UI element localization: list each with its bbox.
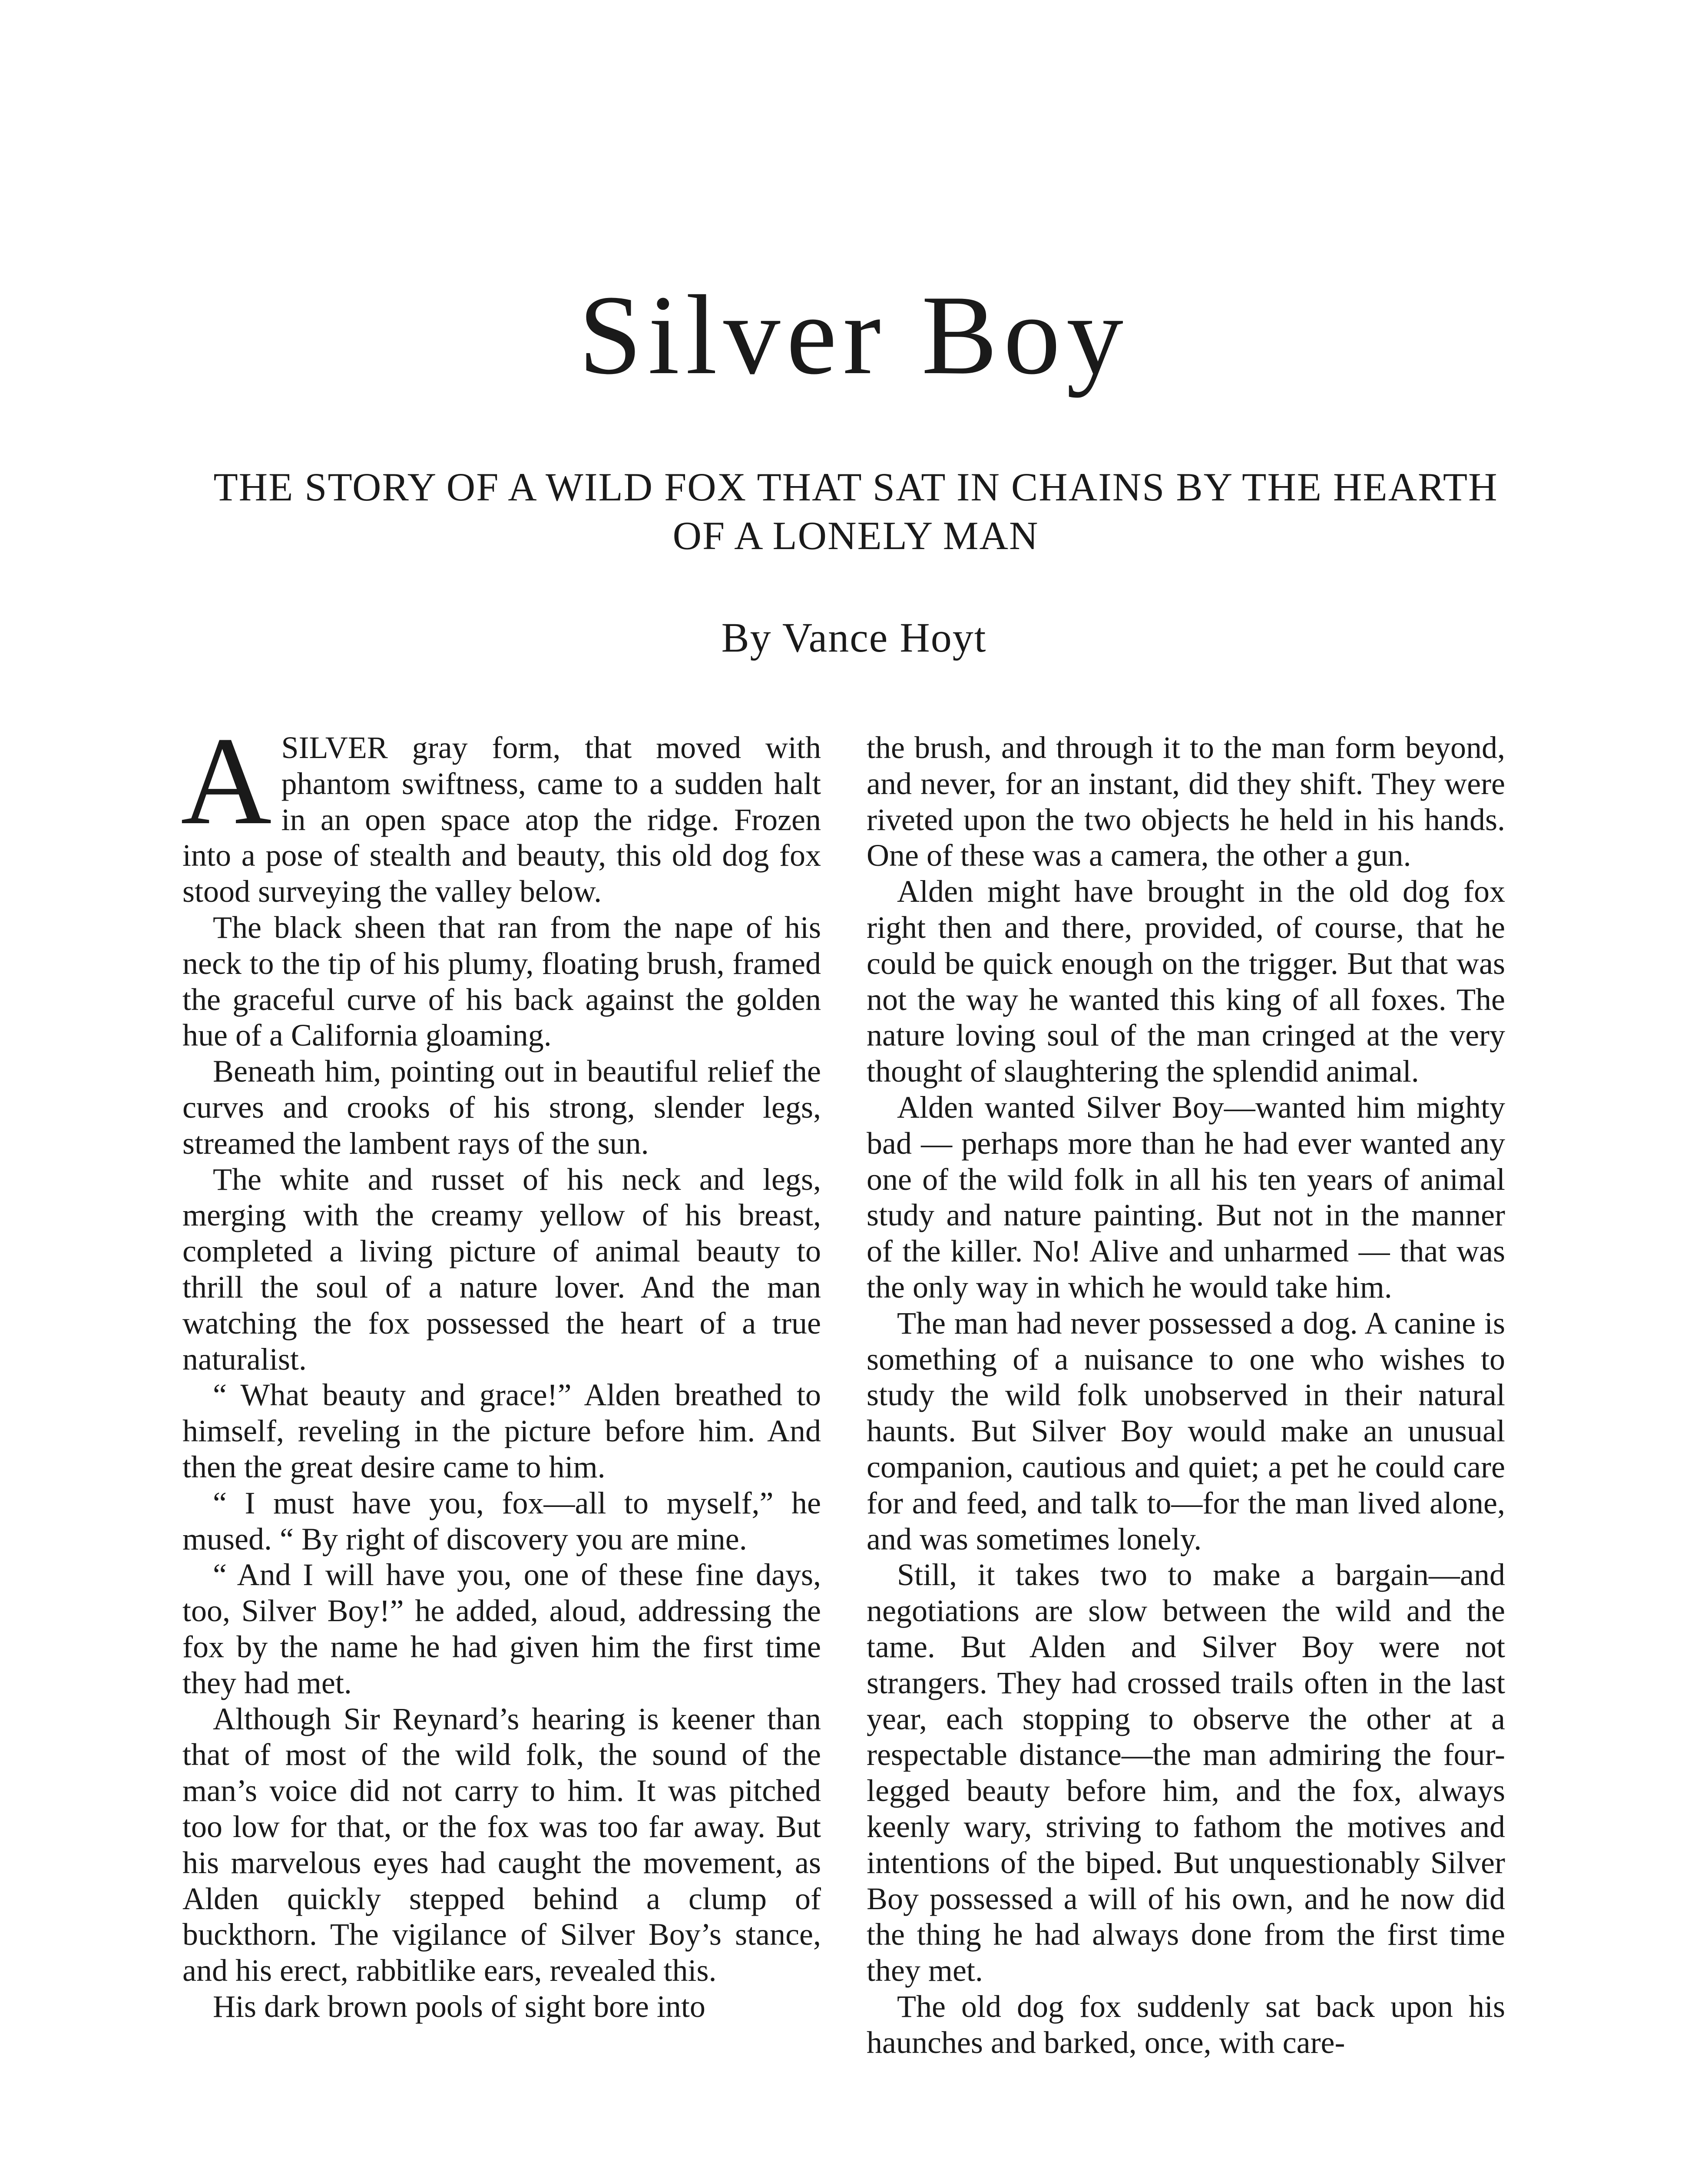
article-subtitle: THE STORY OF A WILD FOX THAT SAT IN CHAINS BY THE HEARTH OF A LONELY MAN <box>213 465 1498 558</box>
paragraph-8: Although Sir Reynard’s hearing is keener than that of most of the wild folk, the sound of the man’s voice did not carry to him. It was pitched too low for that, or the fox was too far away. But his marvelous eyes had caught the movement, as Alden quickly stepped behind a clump of buckthorn. The vigilance of Silver Boy’s stance, and his erect, rabbitlike ears, revealed this. <box>182 1701 821 1988</box>
paragraph-13: The man had never possessed a dog. A canine is something of a nuisance to one who wishes to study the wild folk unobserved in their natural haunts. But Silver Boy would make an unusual companion, cautious and quiet; a pet he could care for and feed, and talk to—for the man lived alone, and was sometimes lonely. <box>867 1305 1505 1556</box>
paragraph-9: His dark brown pools of sight bore into <box>213 1989 705 2024</box>
paragraph-1-text: SILVER gray form, that moved with phantom swiftness, came to a sudden halt in an open space atop the ridge. Frozen into a pose of stealth and beauty, this old dog fox stood surveying the valley below. <box>182 730 821 909</box>
left-column <box>181 711 821 2025</box>
paragraph-11: Alden might have brought in the old dog fox right then and there, provided, of course, that he could be quick enough on the trigger. But that was not the way he wanted this king of all foxes. The nature loving soul of the man cringed at the very thought of slaughtering the splendid animal. <box>867 874 1505 1089</box>
paragraph-1 <box>181 711 821 910</box>
paragraph-2: The black sheen that ran from the nape of his neck to the tip of his plumy, floating brush, framed the graceful curve of his back against the golden hue of a California gloaming. <box>182 910 821 1053</box>
paragraph-7: “ And I will have you, one of these fine days, too, Silver Boy!” he added, aloud, addressing the fox by the name he had given him the first time they had met. <box>182 1557 821 1700</box>
drop-cap: A <box>181 711 272 851</box>
paragraph-12: Alden wanted Silver Boy—wanted him mighty bad — perhaps more than he had ever wanted any one of the wild folk in all his ten years of animal study and nature painting. But not in the manner of the killer. No! Alive and unharmed — that was the only way in which he would take him. <box>867 1089 1505 1305</box>
paragraph-15: The old dog fox suddenly sat back upon his haunches and barked, once, with care- <box>867 1989 1505 2060</box>
paragraph-3: Beneath him, pointing out in beautiful relief the curves and crooks of his strong, slender legs, streamed the lambent rays of the sun. <box>182 1054 821 1161</box>
paragraph-4: The white and russet of his neck and legs, merging with the creamy yellow of his breast, completed a living picture of animal beauty to thrill the soul of a nature lover. And the man watching the fox possessed the heart of a true naturalist. <box>182 1162 821 1377</box>
article-byline: By Vance Hoyt <box>721 614 987 661</box>
article-title: Silver Boy <box>578 272 1130 398</box>
paragraph-14: Still, it takes two to make a bargain—and negotiations are slow between the wild and the tame. But Alden and Silver Boy were not strangers. They had crossed trails often in the last year, each stopping to observe the other at a respectable distance—the man admiring the four-legged beauty before him, and the fox, always keenly wary, striving to fathom the motives and intentions of the biped. But unquestionably Silver Boy possessed a will of his own, and he now did the thing he had always done from the first time they met. <box>867 1557 1505 1988</box>
paragraph-6: “ I must have you, fox—all to myself,” he mused. “ By right of discovery you are mine. <box>182 1485 821 1556</box>
right-column <box>867 730 1505 2060</box>
paragraph-5: “ What beauty and grace!” Alden breathed to himself, reveling in the picture before him. And then the great desire came to him. <box>182 1377 821 1484</box>
paragraph-10: the brush, and through it to the man form beyond, and never, for an instant, did they shift. They were riveted upon the two objects he held in his hands. One of these was a camera, the other a gun. <box>867 730 1505 873</box>
